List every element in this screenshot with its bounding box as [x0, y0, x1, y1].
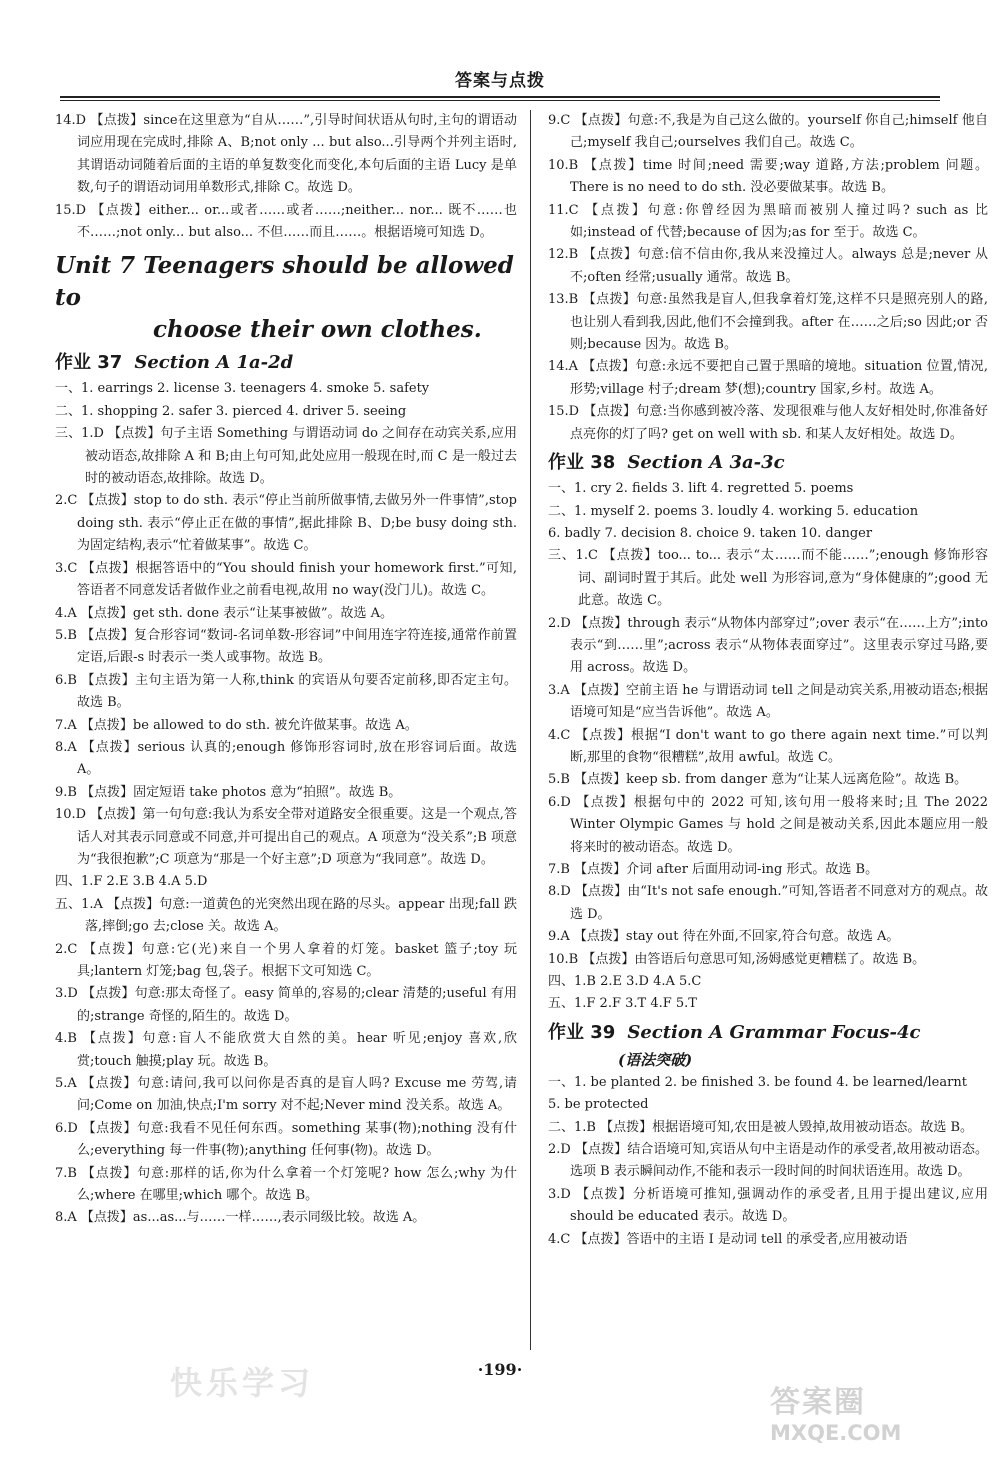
answer-item: 4.C 【点拨】答语中的主语 I 是动词 tell 的承受者,应用被动语 — [548, 1231, 908, 1247]
answer-item: 15.D 【点拨】either... or...或者……或者……;neither... nor... 既不……也不……;not only... but also... 不但……而且……。根据语境可知选 D。 — [55, 202, 517, 241]
left-top-items — [55, 110, 517, 244]
answer-item: 7.B 【点拨】句意:那样的话,你为什么拿着一个灯笼呢? how 怎么;why 为什么;where 在哪里;which 哪个。故选 B。 — [55, 1165, 517, 1204]
answer-item: 一、1. cry 2. fields 3. lift 4. regretted 5. poems — [548, 481, 854, 497]
answer-item: 9.C 【点拨】句意:不,我是为自己这么做的。yourself 你自己;himself 他自己;myself 我自己;ourselves 我们自己。故选 C。 — [548, 113, 988, 151]
answer-item: 2.C 【点拨】句意:它(光)来自一个男人拿着的灯笼。basket 篮子;toy 玩具;lantern 灯笼;bag 包,袋子。根据下文可知选 C。 — [55, 941, 517, 979]
answer-item: 五、1.F 2.F 3.T 4.F 5.T — [548, 996, 697, 1012]
answer-item: 3.C 【点拨】根据答语中的“You should finish your homework first.”可知,答语者不同意发话者做作业之前看电视,故用 no way(没门儿)。故选 C。 — [55, 560, 517, 599]
answer-item: 14.D 【点拨】since在这里意为“自从……”,引导时间状语从句时,主句的谓语动词应用现在完成时,排除 A、B;not only ... but also...引导两个并列主语时,其谓语动词随着后面的主语的单复数变化而变化,本句后面的主语 Lucy 是单数,句子的谓语动词用单数形式,排除 C。故选 D。 — [55, 113, 517, 196]
answer-item: 5.B 【点拨】keep sb. from danger 意为“让某人远离危险”。故选 B。 — [548, 772, 968, 788]
answer-item: 二、1.B 【点拨】根据语境可知,农田是被人毁掉,故用被动语态。故选 B。 — [548, 1119, 974, 1135]
answer-item: 五、1.A 【点拨】句意:一道黄色的光突然出现在路的尽头。appear 出现;fall 跌落,摔倒;go 去;close 关。故选 A。 — [55, 896, 517, 935]
watermark-url: MXQE.COM — [770, 1421, 902, 1445]
page-number: ·199· — [477, 1360, 523, 1379]
answer-item: 4.B 【点拨】句意:盲人不能欣赏大自然的美。hear 听见;enjoy 喜欢,欣赏;touch 触摸;play 玩。故选 B。 — [55, 1031, 517, 1069]
answer-item: 3.D 【点拨】分析语境可推知,强调动作的承受者,且用于提出建议,应用 should be educated 表示。故选 D。 — [548, 1186, 988, 1225]
answer-item: 二、1. myself 2. poems 3. loudly 4. working 5. education — [548, 503, 919, 519]
answers-37-continued — [548, 110, 988, 446]
section-heading-37 — [55, 350, 517, 376]
assignment-label: 作业 37 — [55, 352, 123, 374]
right-column — [548, 110, 988, 1251]
answer-item: 7.A 【点拨】be allowed to do sth. 被允许做某事。故选 A。 — [55, 717, 418, 733]
answer-item: 4.A 【点拨】get sth. done 表示“让某事被做”。故选 A。 — [55, 605, 393, 621]
answer-item: 6.D 【点拨】根据句中的 2022 可知,该句用一般将来时;且 The 2022 Winter Olympic Games 与 hold 之间是被动关系,因此本题应用一般将来时的被动语态。故选 D。 — [548, 794, 988, 855]
answer-item: 二、1. shopping 2. safer 3. pierced 4. driver 5. seeing — [55, 403, 407, 419]
answer-item: 一、1. be planted 2. be finished 3. be found 4. be learned/learnt — [548, 1074, 967, 1090]
answers-38 — [548, 478, 988, 1016]
answer-item: 5.A 【点拨】句意:请问,我可以问你是否真的是盲人吗? Excuse me 劳驾,请问;Come on 加油,快点;I'm sorry 对不起;Never mind 没关系。故选 A。 — [55, 1076, 517, 1114]
answer-item: 6. badly 7. decision 8. choice 9. taken 10. danger — [548, 525, 873, 541]
answer-item: 8.D 【点拨】由“It's not safe enough.”可知,答语者不同意对方的观点。故选 D。 — [548, 884, 988, 922]
unit-title-line1: Unit 7 Teenagers should be allowed to — [55, 252, 514, 312]
answer-item: 三、1.D 【点拨】句子主语 Something 与谓语动词 do 之间存在动宾关系,应用被动语态,故排除 A 和 B;由上句可知,此处应用一般现在时,而 C 是一般过去时的被动语态,故排除。故选 D。 — [55, 426, 517, 487]
answer-item: 2.D 【点拨】through 表示“从物体内部穿过”;over 表示“在……上方”;into 表示“到……里”;across 表示“从物体表面穿过”。这里表示穿过马路,要用 across。故选 D。 — [548, 615, 988, 676]
section-heading-38 — [548, 450, 988, 476]
answer-item: 10.B 【点拨】time 时间;need 需要;way 道路,方法;problem 问题。There is no need to do sth. 没必要做某事。故选 B。 — [548, 157, 988, 196]
header-title: 答案与点拨 — [455, 71, 545, 91]
answer-item: 8.A 【点拨】serious 认真的;enough 修饰形容词时,放在形容词后面。故选 A。 — [55, 739, 517, 778]
answer-item: 6.D 【点拨】句意:我看不见任何东西。something 某事(物);nothing 没有什么;everything 每一件事(物);anything 任何事(物)。故选 D。 — [55, 1120, 517, 1159]
answer-item: 9.A 【点拨】stay out 待在外面,不回家,符合句意。故选 A。 — [548, 929, 900, 945]
header-rule — [60, 96, 940, 98]
page-header — [60, 70, 940, 101]
answer-item: 14.A 【点拨】句意:永远不要把自己置于黑暗的境地。situation 位置,情况,形势;village 村子;dream 梦(想);country 国家,乡村。故选 A。 — [548, 359, 988, 397]
section-title: Section A Grammar Focus-4c — [627, 1021, 921, 1043]
answer-item: 4.C 【点拨】根据“I don't want to go there again next time.”可以判断,那里的食物“很糟糕”,故用 awful。故选 C。 — [548, 727, 988, 765]
answer-item: 2.C 【点拨】stop to do sth. 表示“停止当前所做事情,去做另外一件事情”,stop doing sth. 表示“停止正在做的事情”,据此排除 B、D;be busy doing sth. 为固定结构,表示“忙着做某事”。故选 C。 — [55, 493, 517, 554]
assignment-label: 作业 38 — [548, 452, 616, 474]
answer-item: 2.D 【点拨】结合语境可知,宾语从句中主语是动作的承受者,故用被动语态。选项 B 表示瞬间动作,不能和表示一段时间的时间状语连用。故选 D。 — [548, 1142, 988, 1180]
answer-item: 三、1.C 【点拨】too... to... 表示“太……而不能……”;enough 修饰形容词、副词时置于其后。此处 well 为形容词,意为“身体健康的”;good 无此意。故选 C。 — [548, 548, 988, 609]
left-column — [55, 110, 517, 1230]
unit-title-line2: choose their own clothes. — [153, 316, 482, 344]
answer-item: 7.B 【点拨】介词 after 后面用动词-ing 形式。故选 B。 — [548, 862, 879, 877]
column-divider — [530, 110, 531, 1350]
section-heading-39 — [548, 1020, 988, 1046]
answer-item: 9.B 【点拨】固定短语 take photos 意为“拍照”。故选 B。 — [55, 784, 402, 800]
answer-item: 10.B 【点拨】由答语后句意思可知,汤姆感觉更糟糕了。故选 B。 — [548, 951, 926, 967]
answer-item: 四、1.B 2.E 3.D 4.A 5.C — [548, 974, 702, 990]
assignment-label: 作业 39 — [548, 1021, 616, 1043]
section-subtitle: (语法突破) — [618, 1050, 693, 1069]
answer-item: 15.D 【点拨】句意:当你感到被冷落、发现很难与他人友好相处时,你准备好点亮你的灯了吗? get on well with sb. 和某人友好相处。故选 D。 — [548, 404, 988, 442]
answer-item: 3.D 【点拨】句意:那太奇怪了。easy 简单的,容易的;clear 清楚的;useful 有用的;strange 奇怪的,陌生的。故选 D。 — [55, 986, 517, 1024]
watermark-logo — [770, 1385, 980, 1455]
header-rule-thin — [60, 100, 940, 101]
answer-item: 11.C 【点拨】句意:你曾经因为黑暗而被别人撞过吗? such as 比如;instead of 代替;because of 因为;as for 至于。故选 C。 — [548, 202, 988, 241]
answer-item: 12.B 【点拨】句意:信不信由你,我从来没撞过人。always 总是;never 从不;often 经常;usually 通常。故选 B。 — [548, 247, 988, 285]
answer-item: 一、1. earrings 2. license 3. teenagers 4. smoke 5. safety — [55, 381, 430, 397]
answer-item: 10.D 【点拨】第一句句意:我认为系安全带对道路安全很重要。这是一个观点,答话人对其表示同意或不同意,并可提出自己的观点。A 项意为“没关系”;B 项意为“我很抱歉”;C 项意为“那是一个好主意”;D 项意为“我同意”。故选 D。 — [55, 807, 517, 867]
watermark-left: 快乐学习 — [170, 1364, 315, 1402]
answer-item: 5. be protected — [548, 1097, 649, 1113]
section-title: Section A 3a-3c — [627, 452, 785, 474]
answers-39 — [548, 1072, 988, 1251]
section-title: Section A 1a-2d — [134, 352, 294, 374]
answer-item: 13.B 【点拨】句意:虽然我是盲人,但我拿着灯笼,这样不只是照亮别人的路,也让别人看到我,因此,他们不会撞到我。after 在……之后;so 因此;or 否则;because 因为。故选 B。 — [548, 292, 988, 353]
watermark-logo-text: 答案圈 — [770, 1385, 866, 1420]
answer-item: 6.B 【点拨】主句主语为第一人称,think 的宾语从句要否定前移,即否定主句。故选 B。 — [55, 672, 517, 711]
answers-37 — [55, 378, 517, 1229]
answer-item: 5.B 【点拨】复合形容词“数词-名词单数-形容词”中间用连字符连接,通常作前置定语,后跟-s 时表示一类人或事物。故选 B。 — [55, 627, 517, 666]
answer-item: 8.A 【点拨】as...as...与……一样……,表示同级比较。故选 A。 — [55, 1210, 426, 1226]
answer-item: 四、1.F 2.E 3.B 4.A 5.D — [55, 874, 208, 890]
answer-item: 3.A 【点拨】空前主语 he 与谓语动词 tell 之间是动宾关系,用被动语态;根据语境可知是“应当告诉他”。故选 A。 — [548, 682, 988, 721]
unit-heading — [55, 250, 517, 346]
